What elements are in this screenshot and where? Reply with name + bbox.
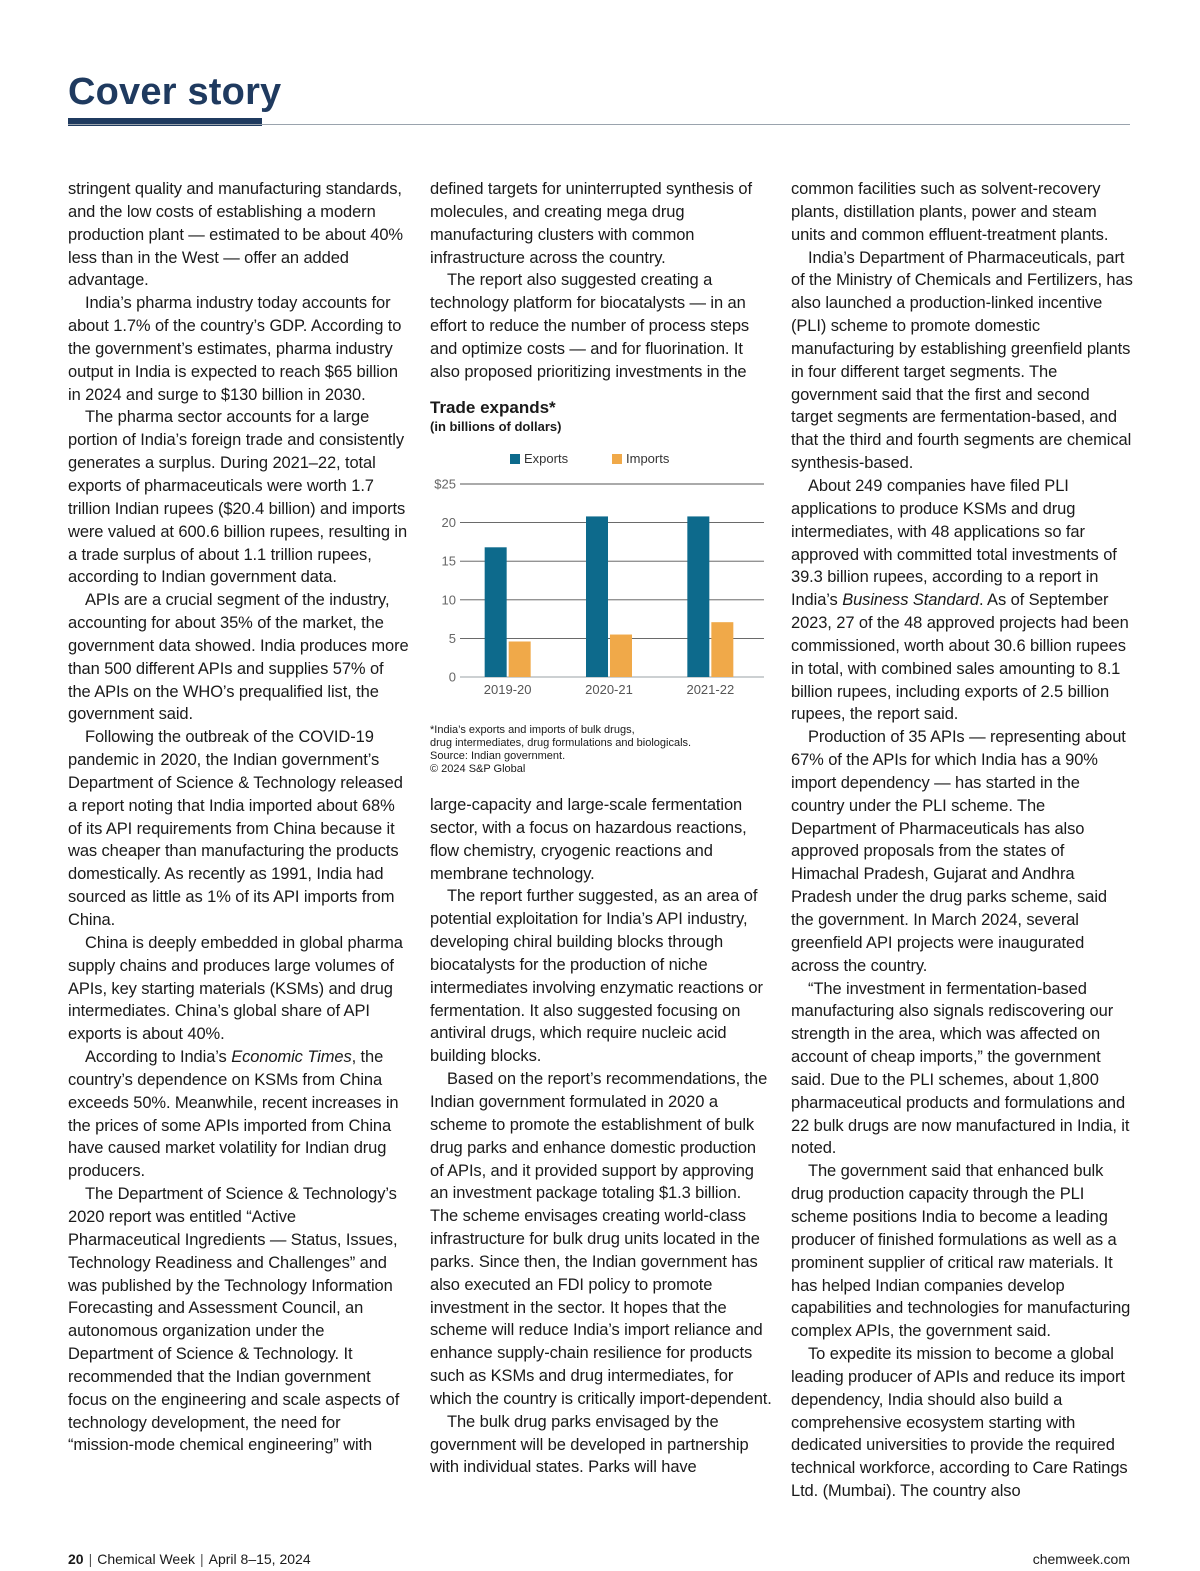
section-title: Cover story (68, 71, 282, 113)
paragraph: Based on the report’s recommendations, the Indian government formulated in 2020 a scheme to promote the establishment of bulk drug parks and enhance domestic production of APIs, and it provided support by approving an investment package totaling $1.3 billion. The scheme envisages creating world-class infrastructure for bulk drug units located in the parks. Since then, the Indian government has also executed an FDI policy to promote investment in the sector. It hopes that the scheme will reduce India’s import reliance and enhance supply-chain resilience for products such as KSMs and drug intermediates, for which the country is critically import-dependent. (430, 1070, 772, 1408)
legend-label-imports: Imports (626, 451, 670, 466)
footnote-line: *India’s exports and imports of bulk drugs, (430, 724, 635, 736)
page-footer-left (68, 1551, 311, 1567)
bar-exports-2020-21 (586, 516, 608, 677)
paragraph: Following the outbreak of the COVID-19 pandemic in 2020, the Indian government’s Department of Science & Technology released a report noting that India imported about 68% of its API requirements from China because it was cheaper than manufacturing the products domestically. As recently as 1991, India had sourced as little as 1% of its API imports from China. (68, 728, 403, 929)
x-tick-label: 2019-20 (483, 682, 532, 697)
paragraph: The pharma sector accounts for a large portion of India’s foreign trade and consistently generates a surplus. During 2021–22, total exports of pharmaceuticals were worth 1.7 trillion Indian rupees ($20.4 billion) and imports were valued at 600.6 billion rupees, resulting in a trade surplus of about 1.1 trillion rupees, according to Indian government data. (68, 408, 408, 587)
y-tick-label: 5 (448, 630, 456, 646)
paragraph: To expedite its mission to become a global leading producer of APIs and reduce its import dependency, India should also build a comprehensive ecosystem starting with dedicated universities to provide the required technical workforce, according to Care Ratings Ltd. (Mumbai). The country also (791, 1345, 1128, 1501)
text-run: According to India’s (85, 1048, 232, 1067)
paragraph: defined targets for uninterrupted synthesis of molecules, and creating mega drug manufacturing clusters with common infrastructure across the country. (430, 180, 752, 267)
chart-footnote (430, 724, 691, 776)
chart-title: Trade expands* (430, 398, 556, 417)
paragraph (68, 1046, 410, 1183)
article-column-1 (68, 178, 410, 1457)
y-tick-label: 20 (441, 515, 456, 531)
paragraph: APIs are a crucial segment of the industry, accounting for about 35% of the market, the government data showed. India produces more than 500 different APIs and supplies 57% of the APIs on the WHO’s prequalified list, the government said. (68, 591, 409, 724)
y-tick-label: 10 (441, 592, 456, 608)
article-column-3 (791, 178, 1133, 1503)
text-run: About 249 companies have filed PLI applications to produce KSMs and drug intermediates, with 48 applications so far approved with committed total investments of 39.3 billion rupees, according to a report in India’s (791, 476, 1117, 610)
bar-chart-plot (430, 438, 772, 718)
y-tick-label: $25 (434, 476, 456, 492)
bar-imports-2019-20 (509, 641, 531, 677)
article-column-2-bottom (430, 794, 772, 1479)
trade-chart (430, 398, 772, 784)
paragraph: The report further suggested, as an area of potential exploitation for India’s API industry, developing chiral building blocks through biocatalysts for the production of niche intermediates involving enzymatic reactions or fermentation. It also suggested focusing on antiviral drugs, which require nucleic acid building blocks. (430, 887, 763, 1066)
footnote-source: Source: Indian government. (430, 750, 566, 762)
paragraph (791, 475, 1133, 726)
issue-date: April 8–15, 2024 (208, 1551, 311, 1567)
article-column-2-top (430, 178, 772, 384)
paragraph: Production of 35 APIs — representing about 67% of the APIs for which India has a 90% import dependency — has started in the country under the PLI scheme. The Department of Pharmaceuticals has also approved proposals from the states of Himachal Pradesh, Gujarat and Andhra Pradesh under the drug parks scheme, said the government. In March 2024, several greenfield API projects were inaugurated across the country. (791, 728, 1126, 975)
legend-swatch-imports (612, 454, 622, 464)
paragraph: China is deeply embedded in global pharma supply chains and produces large volumes of APIs, key starting materials (KSMs) and drug intermediates. China’s global share of API exports is about 40%. (68, 933, 403, 1044)
x-tick-label: 2021-22 (686, 682, 735, 697)
paragraph: The government said that enhanced bulk drug production capacity through the PLI scheme positions India to become a leading producer of finished formulations as well as a prominent supplier of critical raw materials. It has helped Indian companies develop capabilities and technologies for manufacturing complex APIs, the government said. (791, 1162, 1131, 1341)
footer-separator: | (200, 1551, 204, 1567)
y-tick-label: 0 (448, 669, 456, 685)
paragraph: The report also suggested creating a technology platform for biocatalysts — in an effort to reduce the number of process steps and optimize costs — and for fluorination. It also proposed prioritizing investments in the (430, 271, 750, 381)
paragraph: “The investment in fermentation-based manufacturing also signals rediscovering our strength in the area, which was affected on account of cheap imports,” the government said. Due to the PLI schemes, about 1,800 pharmaceutical products and formulations and 22 bulk drugs are now manufactured in India, it noted. (791, 979, 1130, 1158)
bar-exports-2021-22 (687, 516, 709, 677)
paragraph: The Department of Science & Technology’s 2020 report was entitled “Active Pharmaceutical Ingredients — Status, Issues, Technology Readiness and Challenges” and was published by the Technology Information Forecasting and Assessment Council, an autonomous organization under the Department of Science & Technology. It recommended that the Indian government focus on the engineering and scale aspects of technology development, the need for “mission-mode chemical engineering” with (68, 1185, 400, 1455)
text-run: . As of September 2023, 27 of the 48 approved projects had been commissioned, worth about 30.6 billion rupees in total, with combined sales amounting to 8.1 billion rupees, including exports of 2.5 billion rupees, the report said. (791, 591, 1129, 724)
bar-imports-2021-22 (711, 622, 733, 677)
paragraph: large-capacity and large-scale fermentation sector, with a focus on hazardous reactions, flow chemistry, cryogenic reactions and membrane technology. (430, 796, 747, 883)
chart-subtitle: (in billions of dollars) (430, 419, 562, 434)
page-number: 20 (68, 1551, 84, 1567)
website-url: chemweek.com (1032, 1551, 1130, 1567)
footer-separator: | (88, 1551, 93, 1567)
publication-name: Economic Times (231, 1048, 352, 1067)
bar-exports-2019-20 (485, 547, 507, 677)
footnote-line: drug intermediates, drug formulations and biologicals. (430, 737, 692, 749)
paragraph: The bulk drug parks envisaged by the government will be developed in partnership with individual states. Parks will have (430, 1412, 749, 1477)
footnote-copyright: © 2024 S&P Global (430, 763, 526, 775)
publication-title: Chemical Week (97, 1551, 195, 1567)
paragraph: common facilities such as solvent-recovery plants, distillation plants, power and steam units and common effluent-treatment plants. (791, 180, 1109, 244)
bar-imports-2020-21 (610, 635, 632, 677)
publication-name: Business Standard (842, 591, 979, 610)
legend-label-exports: Exports (524, 451, 569, 466)
paragraph: India’s Department of Pharmaceuticals, part of the Ministry of Chemicals and Fertilizers, has also launched a production-linked incentive (PLI) scheme to promote domestic manufacturing by establishing greenfield plants in four different target segments. The government said that the first and second target segments are fermentation-based, and that the third and fourth segments are chemical synthesis-based. (791, 248, 1133, 473)
text-run: , the country’s dependence on KSMs from China exceeds 50%. Meanwhile, recent increases in the prices of some APIs imported from China have caused market volatility for Indian drug producers. (68, 1048, 399, 1181)
paragraph: stringent quality and manufacturing standards, and the low costs of establishing a modern production plant — estimated to be about 40% less than in the West — offer an added advantage. (68, 180, 403, 290)
x-tick-label: 2020-21 (585, 682, 633, 697)
header-divider (68, 124, 1130, 125)
paragraph: India’s pharma industry today accounts for about 1.7% of the country’s GDP. According to the government’s estimates, pharma industry output in India is expected to reach $65 billion in 2024 and surge to $130 billion in 2030. (68, 294, 402, 404)
y-tick-label: 15 (441, 553, 456, 569)
legend-swatch-exports (510, 454, 520, 464)
